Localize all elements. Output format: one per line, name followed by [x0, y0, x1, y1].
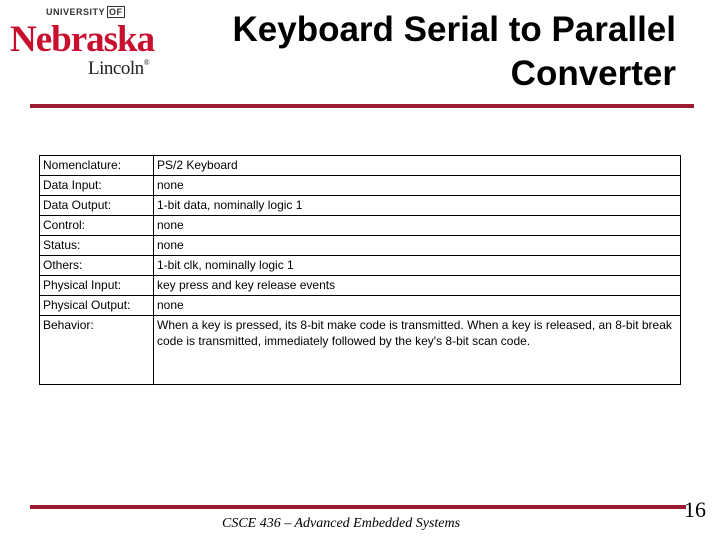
row-value: key press and key release events: [154, 276, 681, 296]
top-divider: [30, 104, 694, 108]
row-value: none: [154, 236, 681, 256]
table-row: [40, 196, 681, 216]
slide-title: [196, 8, 676, 96]
row-label: Control:: [40, 216, 154, 236]
table-row: [40, 156, 681, 176]
table-row: [40, 276, 681, 296]
row-value: none: [154, 296, 681, 316]
row-label: Data Output:: [40, 196, 154, 216]
row-value: PS/2 Keyboard: [154, 156, 681, 176]
table-row: [40, 216, 681, 236]
table-row: [40, 296, 681, 316]
row-label: Nomenclature:: [40, 156, 154, 176]
row-value: none: [154, 176, 681, 196]
spec-table: [39, 155, 681, 385]
table-row: [40, 256, 681, 276]
logo-city: Lincoln®: [88, 58, 150, 79]
logo-university-text: UNIVERSITY OF: [46, 7, 123, 17]
row-value: When a key is pressed, its 8-bit make code is transmitted. When a key is released, an 8-bit break code is transmitted, immediately followed by the key's 8-bit scan code.: [154, 316, 681, 385]
table-row: [40, 316, 681, 385]
row-value: 1-bit data, nominally logic 1: [154, 196, 681, 216]
bottom-divider: [30, 505, 686, 509]
logo-name: Nebraska: [10, 19, 155, 60]
row-label: Physical Input:: [40, 276, 154, 296]
row-label: Others:: [40, 256, 154, 276]
table-row: [40, 236, 681, 256]
university-logo: [10, 6, 155, 84]
row-label: Data Input:: [40, 176, 154, 196]
page-number: 16: [684, 497, 706, 522]
slide-title-line-2: Converter: [510, 54, 676, 93]
row-label: Behavior:: [40, 316, 154, 385]
row-value: none: [154, 216, 681, 236]
row-value: 1-bit clk, nominally logic 1: [154, 256, 681, 276]
row-label: Status:: [40, 236, 154, 256]
row-label: Physical Output:: [40, 296, 154, 316]
table-row: [40, 176, 681, 196]
footer-course: CSCE 436 – Advanced Embedded Systems: [222, 516, 461, 531]
slide-title-line-1: Keyboard Serial to Parallel: [232, 10, 676, 49]
